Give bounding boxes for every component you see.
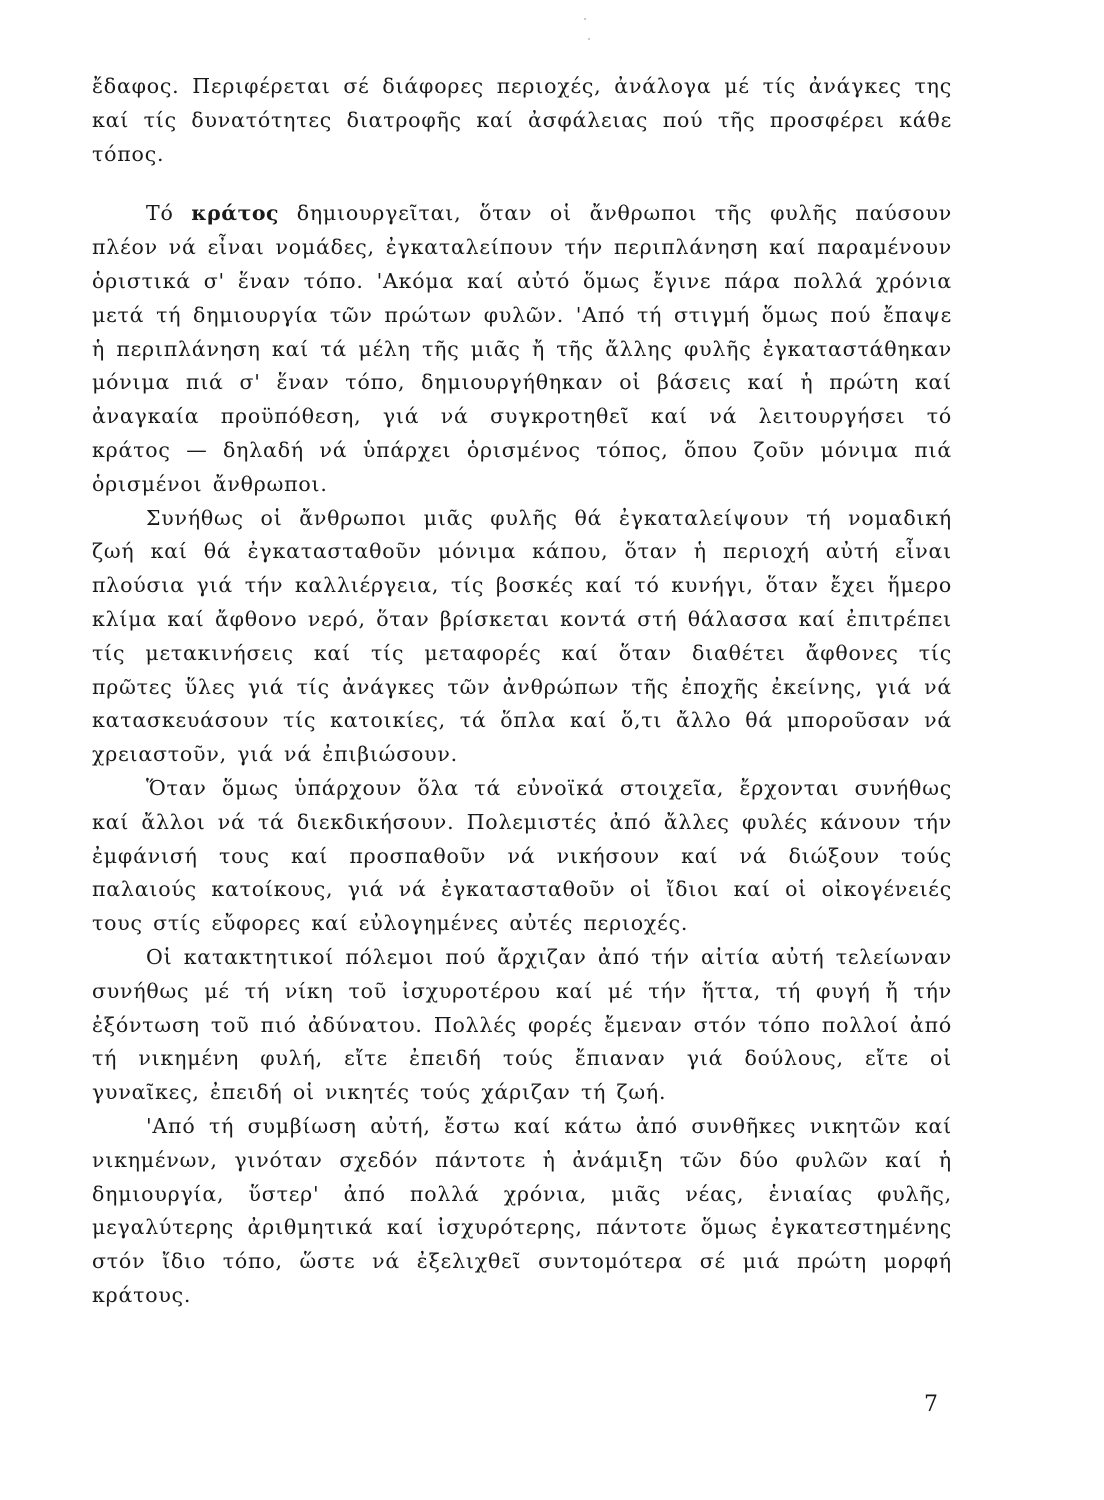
- paragraph-1: [92, 70, 952, 171]
- paragraph-5: [92, 941, 952, 1110]
- paragraph-2-lead: Τό: [146, 201, 174, 226]
- scan-speck: [584, 18, 586, 20]
- paragraph-1-text: ἔδαφος. Περιφέρεται σέ διάφορες περιοχές, ἀνάλογα μέ τίς ἀνάγκες της καί τίς δυνατότητες διατροφῆς καί ἀσφάλειας πού τῆς προσφέρει κάθε τόπος.: [92, 74, 952, 166]
- scan-speck: [588, 38, 590, 40]
- paragraph-6-text: 'Από τή συμβίωση αὐτή, ἔστω καί κάτω ἀπό συνθῆκες νικητῶν καί νικημένων, γινόταν σχεδόν πάντοτε ἡ ἀνάμιξη τῶν δύο φυλῶν καί ἡ δημιουργία, ὕστερ' ἀπό πολλά χρόνια, μιᾶς νέας, ἑνιαίας φυλῆς, μεγαλύτερης ἀριθμητικά καί ἰσχυρότερης, πάντοτε ὅμως ἐγκατεστημένης στόν ἴδιο τόπο, ὥστε νά ἐξελιχθεῖ συντομότερα σέ μιά πρώτη μορφή κράτους.: [92, 1113, 952, 1307]
- paragraph-2-text: δημιουργεῖται, ὅταν οἱ ἄνθρωποι τῆς φυλῆς παύσουν πλέον νά εἶναι νομάδες, ἐγκαταλείπουν τήν περιπλάνηση καί παραμένουν ὁριστικά σ' ἕναν τόπο. 'Ακόμα καί αὐτό ὅμως ἔγινε πάρα πολλά χρόνια μετά τή δημιουργία τῶν πρώτων φυλῶν. 'Από τή στιγμή ὅμως πού ἔπαψε ἡ περιπλάνηση καί τά μέλη τῆς μιᾶς ἤ τῆς ἄλλης φυλῆς ἐγκαταστάθηκαν μόνιμα πιά σ' ἕναν τόπο, δημιουργήθηκαν οἱ βάσεις καί ἡ πρώτη καί ἀναγκαία προϋπόθεση, γιά νά συγκροτηθεῖ καί νά λειτουργήσει τό κράτος — δηλαδή νά ὑπάρχει ὁρισμένος τόπος, ὅπου ζοῦν μόνιμα πιά ὁρισμένοι ἄνθρωποι.: [92, 201, 952, 496]
- paragraph-6: [92, 1110, 952, 1313]
- term-kratos: κράτος: [191, 201, 280, 226]
- paragraph-4: [92, 772, 952, 941]
- paragraph-2: [92, 197, 952, 501]
- paragraph-4-text: Ὅταν ὅμως ὑπάρχουν ὅλα τά εὐνοϊκά στοιχεῖα, ἔρχονται συνήθως καί ἄλλοι νά τά διεκδικήσουν. Πολεμιστές ἀπό ἄλλες φυλές κάνουν τήν ἐμφάνισή τους καί προσπαθοῦν νά νικήσουν καί νά διώξουν τούς παλαιούς κατοίκους, γιά νά ἐγκατασταθοῦν οἱ ἴδιοι καί οἱ οἰκογένειές τους στίς εὔφορες καί εὐλογημένες αὐτές περιοχές.: [92, 775, 952, 936]
- paragraph-5-text: Οἱ κατακτητικοί πόλεμοι πού ἄρχιζαν ἀπό τήν αἰτία αὐτή τελείωναν συνήθως μέ τή νίκη τοῦ ἰσχυροτέρου καί μέ τήν ἥττα, τή φυγή ἤ τήν ἐξόντωση τοῦ πιό ἀδύνατου. Πολλές φορές ἔμεναν στόν τόπο πολλοί ἀπό τή νικημένη φυλή, εἴτε ἐπειδή τούς ἔπιαναν γιά δούλους, εἴτε οἱ γυναῖκες, ἐπειδή οἱ νικητές τούς χάριζαν τή ζωή.: [92, 944, 952, 1105]
- paragraph-3-text: Συνήθως οἱ ἄνθρωποι μιᾶς φυλῆς θά ἐγκαταλείψουν τή νομαδική ζωή καί θά ἐγκατασταθοῦν μόνιμα κάπου, ὅταν ἡ περιοχή αὐτή εἶναι πλούσια γιά τήν καλλιέργεια, τίς βοσκές καί τό κυνήγι, ὅταν ἔχει ἥμερο κλίμα καί ἄφθονο νερό, ὅταν βρίσκεται κοντά στή θάλασσα καί ἐπιτρέπει τίς μετακινήσεις καί τίς μεταφορές καί ὅταν διαθέτει ἄφθονες τίς πρῶτες ὕλες γιά τίς ἀνάγκες τῶν ἀνθρώπων τῆς ἐποχῆς ἐκείνης, γιά νά κατασκευάσουν τίς κατοικίες, τά ὅπλα καί ὅ,τι ἄλλο θά μποροῦσαν νά χρειαστοῦν, γιά νά ἐπιβιώσουν.: [92, 505, 952, 767]
- body-text: [92, 70, 952, 1313]
- page-number: 7: [924, 1392, 938, 1417]
- paragraph-3: [92, 502, 952, 772]
